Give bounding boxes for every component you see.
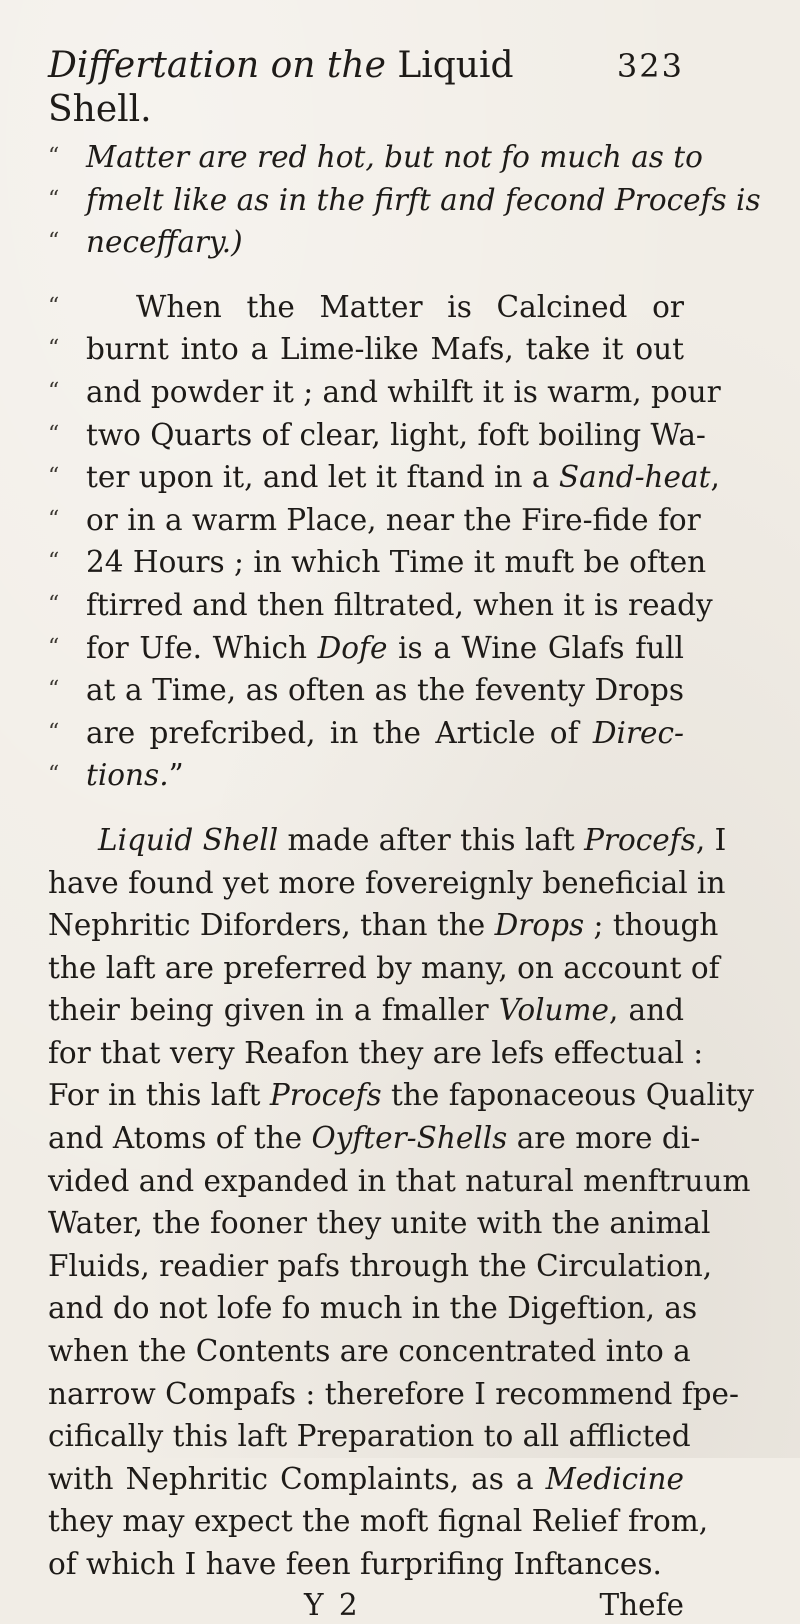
- text-line: [48, 947, 720, 990]
- line-text: [48, 1543, 684, 1586]
- line-text: [86, 456, 720, 499]
- roman-run: and do not lofe fo much in the Digeftion, as: [48, 1291, 698, 1326]
- roman-run: at a Time, as often as the feventy Drops: [86, 673, 684, 708]
- italic-run: Volume: [498, 993, 609, 1028]
- text-line: [48, 328, 684, 371]
- italic-run: fmelt like as in the firft and fecond Procefs is: [86, 182, 761, 217]
- roman-run: for Ufe. Which: [86, 630, 318, 665]
- italic-run: Procefs: [584, 822, 696, 857]
- italic-run: Oyfter-Shells: [311, 1121, 508, 1156]
- text-line: [48, 862, 726, 905]
- roman-run: are prefcribed, in the Article of: [86, 715, 593, 750]
- quote-mark: “: [48, 506, 60, 532]
- quote-mark: “: [48, 464, 60, 490]
- roman-run: burnt into a Lime-like Mafs, take it out: [86, 332, 684, 367]
- roman-run: is a Wine Glafs full: [387, 630, 684, 665]
- text-line: [48, 584, 713, 627]
- roman-run: two Quarts of clear, light, foft boiling Wa-: [86, 417, 706, 452]
- italic-run: Matter are red hot, but not fo much as to: [86, 140, 703, 174]
- line-text: [48, 1032, 703, 1075]
- roman-run: ,: [710, 460, 720, 495]
- roman-run: made after this laft: [278, 822, 585, 857]
- roman-run: narrow Compafs : therefore I recommend fpe-: [48, 1376, 739, 1411]
- text-line: [48, 221, 684, 264]
- quote-mark: “: [48, 421, 60, 447]
- line-text: [48, 862, 725, 905]
- text-line: [48, 1458, 684, 1501]
- text-line: [48, 541, 707, 584]
- quote-mark: “: [48, 591, 60, 617]
- roman-run: for that very Reafon they are lefs effectual :: [48, 1035, 704, 1070]
- roman-run: are more di-: [507, 1121, 701, 1156]
- roman-run: When the Matter is Calcined or: [136, 289, 684, 324]
- text-line: [48, 1117, 701, 1160]
- page-number: 323: [616, 47, 684, 85]
- quote-mark: “: [48, 144, 60, 169]
- line-text: [48, 1202, 710, 1245]
- line-text: [48, 1287, 697, 1330]
- roman-run: , and: [609, 993, 684, 1028]
- italic-run: Sand-heat: [558, 460, 711, 495]
- quote-mark: “: [48, 634, 60, 660]
- roman-run: ; though: [584, 908, 719, 943]
- italic-run: Medicine: [545, 1461, 684, 1496]
- line-text: [86, 179, 761, 222]
- signature-mark: Y 2: [304, 1587, 361, 1622]
- line-text: [48, 1373, 739, 1416]
- running-title: [48, 44, 617, 132]
- text-line: [48, 1373, 739, 1416]
- text-line: [48, 1415, 691, 1458]
- quote-mark: “: [48, 186, 60, 212]
- roman-run: the laft are preferred by many, on account of: [48, 950, 720, 985]
- text-line: [48, 1287, 698, 1330]
- italic-run: Procefs: [269, 1078, 382, 1113]
- quote-mark: “: [48, 549, 60, 575]
- quote-mark: “: [48, 762, 60, 788]
- line-text: [48, 1245, 712, 1288]
- text-line: [48, 819, 727, 862]
- line-text: [48, 1160, 750, 1203]
- roman-run: ftirred and then filtrated, when it is ready: [86, 587, 713, 622]
- quote-mark: “: [48, 293, 60, 319]
- text-line: [48, 627, 684, 670]
- italic-run: neceffary.): [86, 225, 243, 260]
- text-line: [48, 1330, 691, 1373]
- roman-run: and powder it ; and whilft it is warm, pour: [86, 374, 721, 409]
- roman-run: their being given in a fmaller: [48, 993, 499, 1028]
- text-line: [48, 136, 703, 179]
- line-text: [48, 1074, 754, 1117]
- text-line: [48, 1202, 711, 1245]
- line-text: [86, 669, 684, 712]
- line-text: [86, 414, 706, 457]
- line-text: [48, 904, 718, 947]
- roman-run: with Nephritic Complaints, as a: [48, 1461, 546, 1496]
- text-line: [48, 904, 719, 947]
- roman-run: ter upon it, and let it ftand in a: [86, 460, 559, 495]
- running-title-roman: Liquid Shell.: [48, 45, 514, 130]
- roman-run: cifically this laft Preparation to all afflicted: [48, 1419, 691, 1454]
- line-text: [48, 947, 720, 990]
- running-title-italic: Differtation on the: [48, 45, 386, 86]
- line-text: [48, 1415, 691, 1458]
- paragraph-gap: [48, 797, 684, 819]
- text-line: [48, 179, 761, 222]
- text-line: [48, 1032, 704, 1075]
- roman-run: For in this laft: [48, 1078, 270, 1113]
- roman-run: Fluids, readier pafs through the Circulation,: [48, 1248, 713, 1283]
- roman-run: or in a warm Place, near the Fire-fide for: [86, 502, 701, 537]
- line-text: [86, 286, 684, 329]
- quote-mark: “: [48, 719, 60, 745]
- line-text: [48, 819, 726, 862]
- line-text: [86, 221, 684, 264]
- text-line: [48, 712, 684, 755]
- roman-run: the faponaceous Quality: [381, 1078, 754, 1113]
- line-text: [86, 712, 684, 755]
- line-text: [48, 1500, 708, 1543]
- italic-run: Direc-: [592, 715, 684, 750]
- paragraph-gap: [48, 264, 684, 286]
- roman-run: of which I have feen furprifing Inftances.: [48, 1547, 662, 1581]
- quote-mark: “: [48, 378, 60, 404]
- line-text: [86, 584, 713, 627]
- body-text: [48, 136, 761, 1586]
- running-head: [48, 44, 684, 132]
- line-text: [86, 627, 684, 670]
- line-text: [48, 989, 684, 1032]
- line-text: [86, 754, 684, 797]
- roman-run: and Atoms of the: [48, 1121, 312, 1156]
- quote-mark: “: [48, 336, 60, 362]
- page-footer: [48, 1586, 684, 1624]
- roman-run: 24 Hours ; in which Time it muft be often: [86, 545, 707, 580]
- text-line: [48, 989, 684, 1032]
- roman-run: ”: [168, 758, 184, 793]
- italic-run: Dofe: [317, 630, 388, 665]
- text-line: [48, 456, 720, 499]
- line-text: [86, 499, 701, 542]
- text-line: [48, 1543, 684, 1586]
- line-text: [86, 328, 684, 371]
- italic-run: Drops: [494, 908, 585, 943]
- roman-run: , I: [695, 822, 727, 857]
- text-line: [48, 1500, 709, 1543]
- line-text: [48, 1330, 691, 1373]
- line-text: [86, 371, 721, 414]
- quote-mark: “: [48, 677, 60, 703]
- text-line: [48, 1245, 713, 1288]
- quote-mark: “: [48, 229, 60, 255]
- text-line: [48, 286, 684, 329]
- text-line: [48, 499, 701, 542]
- italic-run: Liquid Shell: [98, 822, 279, 857]
- catchword: Thefe: [599, 1587, 684, 1622]
- roman-run: they may expect the moft fignal Relief from,: [48, 1504, 709, 1539]
- text-line: [48, 371, 721, 414]
- text-line: [48, 754, 684, 797]
- line-text: [86, 136, 703, 179]
- line-text: [86, 541, 706, 584]
- text-line: [48, 414, 706, 457]
- roman-run: when the Contents are concentrated into a: [48, 1334, 691, 1369]
- text-line: [48, 669, 684, 712]
- text-line: [48, 1160, 751, 1203]
- italic-run: tions.: [86, 758, 169, 793]
- roman-run: Water, the fooner they unite with the animal: [48, 1206, 711, 1241]
- text-line: [48, 1074, 754, 1117]
- roman-run: vided and expanded in that natural menftruum: [48, 1163, 751, 1198]
- line-text: [48, 1117, 700, 1160]
- line-text: [48, 1458, 684, 1501]
- roman-run: have found yet more fovereignly beneficial in: [48, 865, 726, 900]
- roman-run: Nephritic Diforders, than the: [48, 908, 495, 943]
